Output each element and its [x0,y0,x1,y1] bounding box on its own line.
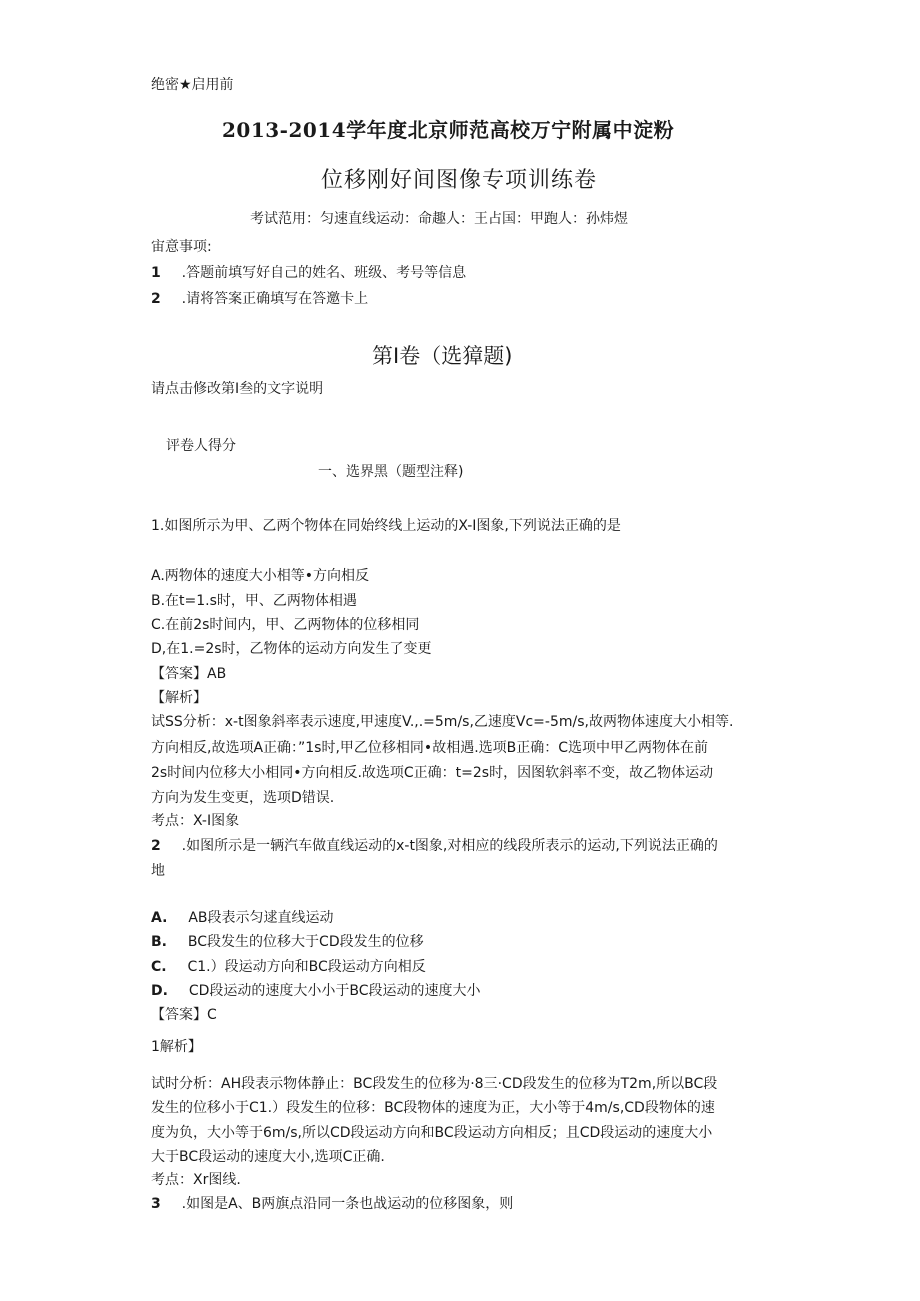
q1-stem: 1.如图所示为甲、乙两个物体在同始终线上运动的X-I图象,下列说法正确的是 [151,518,621,534]
q1-option-d: D,在1.=2s时，乙物体的运动方向发生了变更 [151,641,432,657]
q1-analysis-line: 方向为发生变更，选项D错误. [151,790,335,806]
q2-stem [151,835,718,855]
note-number: 2 [151,291,161,307]
q3-stem [151,1193,513,1213]
exam-subtitle: 位移刚好间图像专项训练卷 [321,168,598,193]
option-text: AB段表示匀逑直线运动 [188,910,334,926]
section-instruction: 请点击修改第I叁的文字说明 [151,381,324,397]
q2-option-a [151,907,334,927]
q2-analysis-label: 1解析】 [151,1039,202,1055]
q2-answer: 【答案】C [151,1007,217,1023]
option-label: C. [151,959,167,975]
q2-analysis-line: 试时分析：AH段表示物体静止：BC段发生的位移为·8三·CD段发生的位移为T2m,所以BC段 [151,1076,718,1092]
q3-number: 3 [151,1196,161,1212]
q2-option-d [151,980,481,1000]
option-text: CD段运动的速度大小小于BC段运动的速度大小 [188,983,481,999]
q2-stem-text: .如图所示是一辆汽车做直线运动的x-t图象,对相应的线段所表示的运动,下列说法正确的 [181,838,718,854]
q2-option-c [151,956,426,976]
q2-number: 2 [151,838,161,854]
exam-info: 考试范用：匀速直线运动：命趣人：王占国：甲跑人：孙炜煜 [250,211,628,227]
q2-stem-continued: 地 [151,863,165,879]
option-text: BC段发生的位移大于CD段发生的位移 [187,934,424,950]
q1-analysis-label: 【解析】 [151,690,207,706]
q2-analysis-line: 发生的位移小于C1.）段发生的位移：BC段物体的速度为正，大小等于4m/s,CD段物体的速 [151,1100,715,1116]
scorer-label: 评卷人得分 [166,438,236,454]
q1-option-a: A.两物体的速度大小相等•方向相反 [151,568,370,584]
q1-analysis-line: 2s时间内位移大小相同•方向相反.故选项C正确：t=2s时，因图软斜率不变，故乙物体运动 [151,765,714,781]
q2-analysis-line: 大于BC段运动的速度大小,选项C正确. [151,1149,385,1165]
q1-analysis-line: 方向相反,故选项A正确：”1s时,甲乙位移相同•故相遇.选项B正确：C选项中甲乙两物体在前 [151,740,709,756]
option-label: A. [151,910,168,926]
q2-keypoint: 考点：Xr图线. [151,1172,241,1188]
note-number: 1 [151,265,161,281]
section-title: 第I卷（选獐题) [372,344,513,368]
q2-option-b [151,931,424,951]
option-text: C1.）段运动方向和BC段运动方向相反 [187,959,426,975]
notes-heading: 宙意事项: [151,239,212,255]
note-item [151,262,466,282]
q2-analysis-line: 度为负，大小等于6m/s,所以CD段运动方向和BC段运动方向相反；且CD段运动的速度大小 [151,1125,713,1141]
option-label: D. [151,983,168,999]
q1-option-b: B.在t=1.s时，甲、乙两物体相遇 [151,593,357,609]
part-title: 一、选界黑（题型注释) [318,464,464,480]
q1-keypoint: 考点：X-I图象 [151,813,240,829]
q1-option-c: C.在前2s时间内，甲、乙两物体的位移相同 [151,617,420,633]
q1-answer: 【答案】AB [151,666,227,682]
q1-analysis-line: 试SS分析：x-t图象斜率表示速度,甲速度V.,.=5m/s,乙速度Vc=-5m/s,故两物体速度大小相等. [151,714,734,730]
option-label: B. [151,934,167,950]
note-text: .请将答案正确填写在答邀卡上 [181,291,369,307]
exam-title: 2013-2014学年度北京师范高校万宁附属中淀粉 [222,118,675,142]
note-item [151,288,368,308]
secret-label: 绝密★启用前 [151,77,234,93]
note-text: .答题前填写好自己的姓名、班级、考号等信息 [181,265,467,281]
q3-stem-text: .如图是A、B两旗点沿同一条也战运动的位移图象，则 [181,1196,514,1212]
